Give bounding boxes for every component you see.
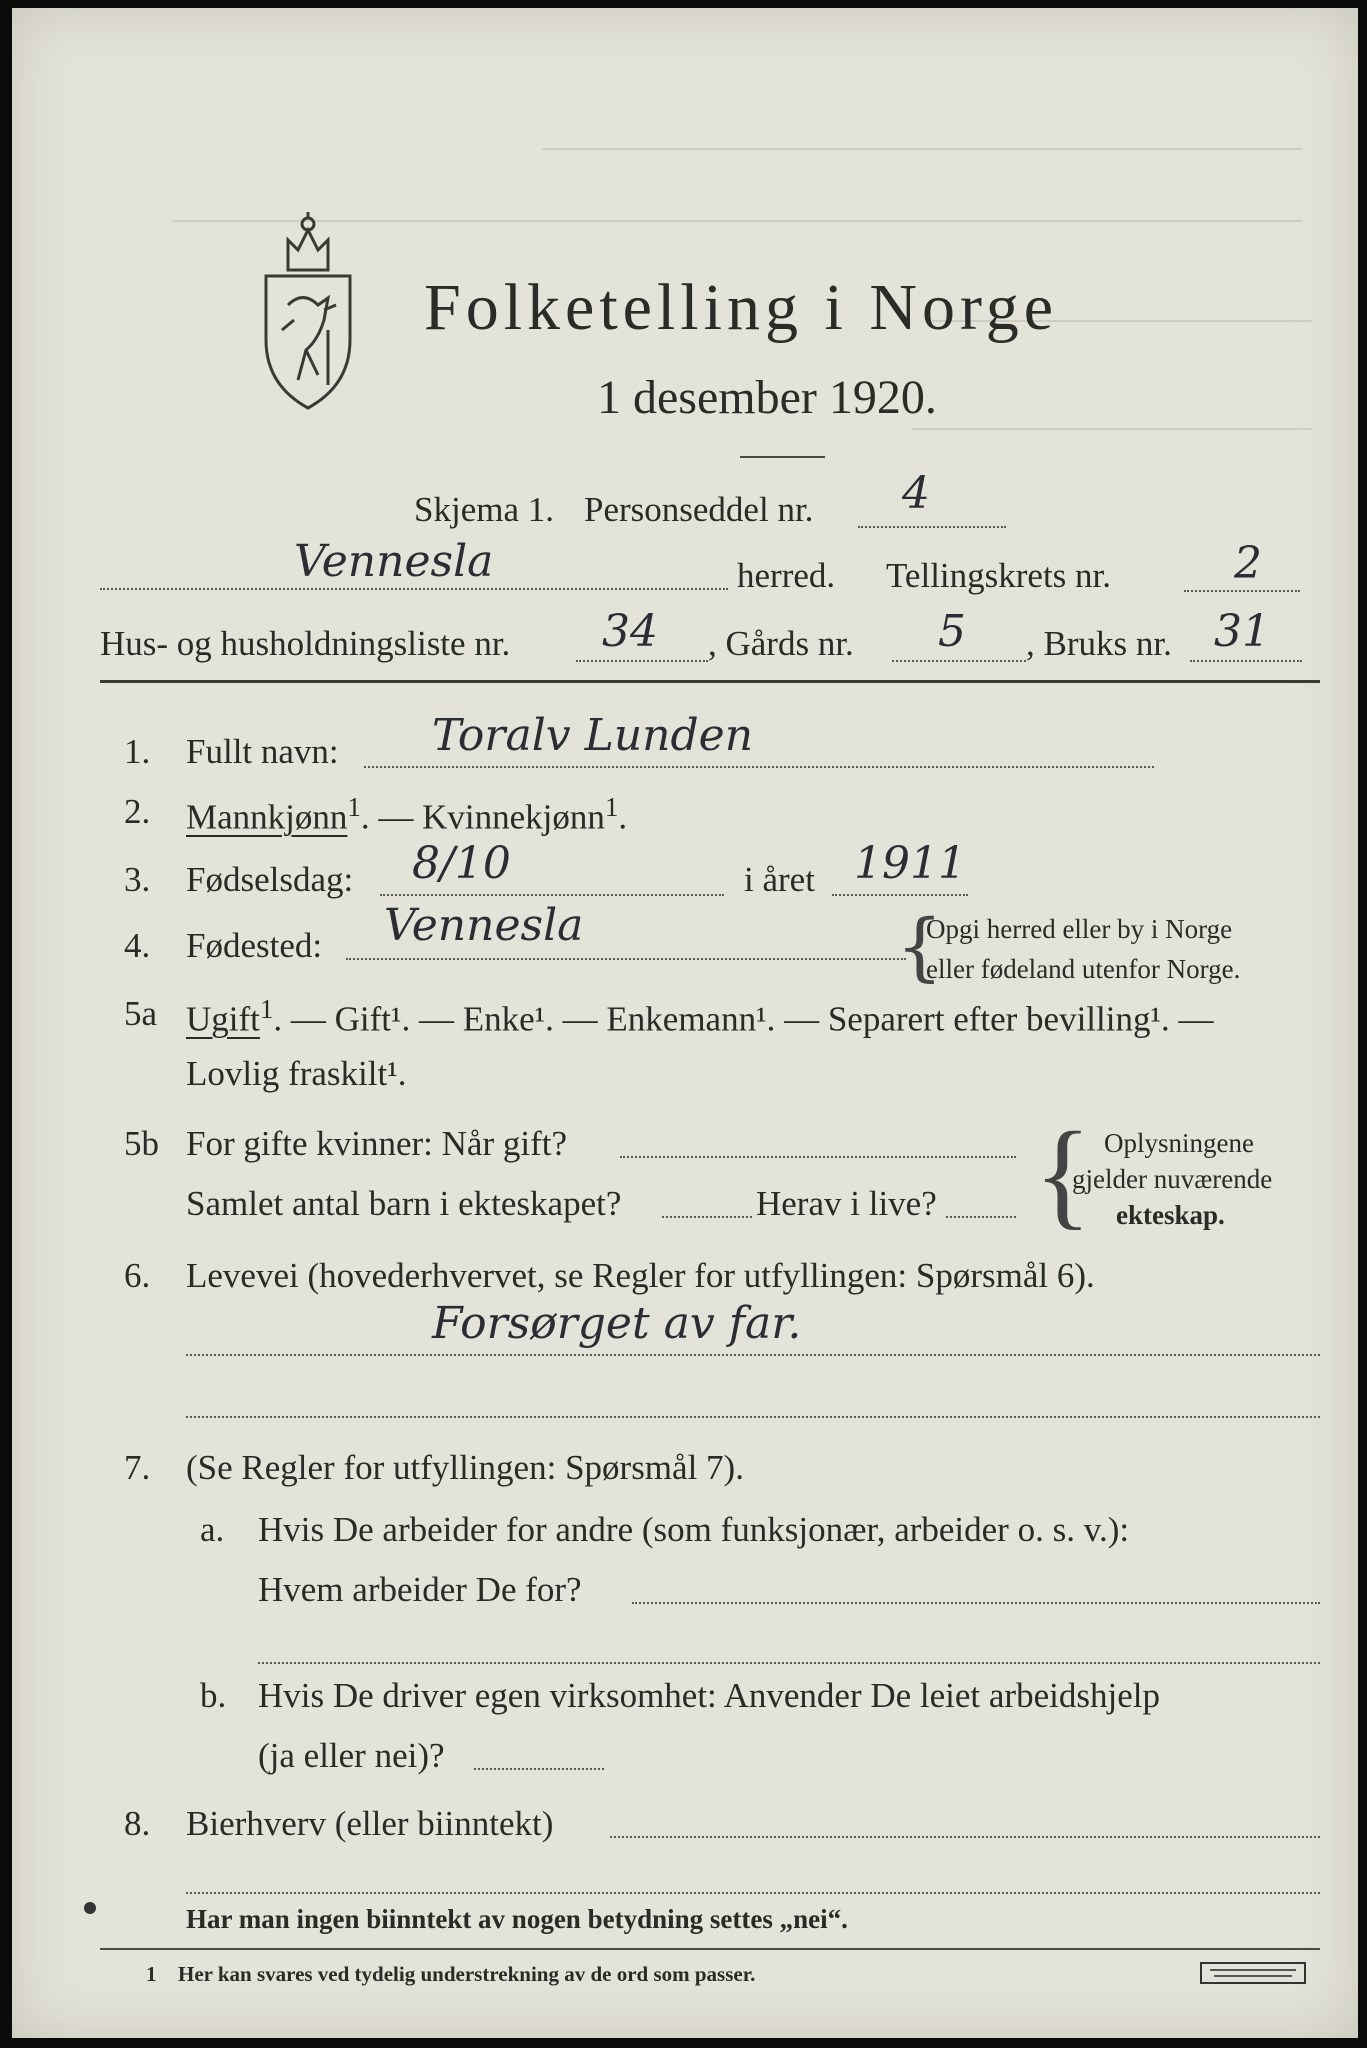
title-divider xyxy=(740,456,825,458)
form-title: Folketelling i Norge xyxy=(424,271,1059,344)
q5a-line2[interactable]: Lovlig fraskilt¹. xyxy=(186,1054,407,1093)
q3-year-value[interactable]: 1911 xyxy=(854,838,966,889)
q5b-children-dotline xyxy=(662,1216,752,1218)
bruks-dotline xyxy=(1190,660,1302,662)
q7b-label2: (ja eller nei)? xyxy=(258,1736,445,1775)
footer-note: Har man ingen biinntekt av nogen betydning settes „nei“. xyxy=(186,1904,848,1934)
q7b-dotline xyxy=(474,1768,604,1770)
q6-livelihood-value[interactable]: Forsørget av far. xyxy=(432,1298,802,1349)
q4-label: Fødested: xyxy=(186,926,323,965)
q3-birthday-value[interactable]: 8/10 xyxy=(412,838,511,889)
herred-label: herred. xyxy=(737,556,836,595)
footnote-text: Her kan svares ved tydelig understrekning av de ord som passer. xyxy=(178,1962,756,1986)
personseddel-value[interactable]: 4 xyxy=(902,468,930,519)
q8-label: Bierhverv (eller biinntekt) xyxy=(186,1804,554,1843)
q6-answer-dotline-2 xyxy=(186,1416,1320,1418)
q5a-number: 5a xyxy=(124,994,158,1033)
gards-label: , Gårds nr. xyxy=(708,624,854,663)
q1-label: Fullt navn: xyxy=(186,732,339,771)
q8-number: 8. xyxy=(124,1804,151,1843)
footnote-mark: 1 xyxy=(146,1962,157,1986)
q7a-dotline-2 xyxy=(258,1662,1320,1664)
q5b-note-line3: ekteskap. xyxy=(1116,1200,1225,1230)
q4-note-line1: Opgi herred eller by i Norge xyxy=(926,914,1233,944)
bruks-value[interactable]: 31 xyxy=(1214,606,1270,657)
q4-number: 4. xyxy=(124,926,151,965)
husholdningsliste-dotline xyxy=(576,660,708,662)
q5b-note-brace: { xyxy=(1034,1107,1092,1240)
q2-female-footnote-mark: 1 xyxy=(604,792,619,822)
herred-value[interactable]: Vennesla xyxy=(294,536,494,587)
tellingskrets-value[interactable]: 2 xyxy=(1234,538,1262,589)
q5b-note-line2: gjelder nuværende xyxy=(1072,1164,1273,1194)
q5b-married-dotline xyxy=(620,1156,1016,1158)
q5b-alive-label: Herav i live? xyxy=(756,1184,937,1223)
q3-year-label: i året xyxy=(744,860,815,899)
q2-option-male[interactable]: Mannkjønn xyxy=(186,797,348,837)
q6-label: Levevei (hovederhvervet, se Regler for utfyllingen: Spørsmål 6). xyxy=(186,1256,1095,1295)
gards-dotline xyxy=(892,660,1026,662)
q8-dotline-2 xyxy=(186,1892,1320,1894)
q7a-label2: Hvem arbeider De for? xyxy=(258,1570,582,1609)
q5a-options xyxy=(186,994,1213,1040)
q2-number: 2. xyxy=(124,792,151,831)
q6-answer-dotline-1 xyxy=(186,1354,1320,1356)
bleed-through-line xyxy=(912,428,1312,430)
q2-male-footnote-mark: 1 xyxy=(347,792,361,822)
q4-note-line2: eller fødeland utenfor Norge. xyxy=(926,954,1241,984)
skjema-label: Skjema 1. xyxy=(414,490,554,529)
gards-value[interactable]: 5 xyxy=(938,606,966,657)
tellingskrets-dotline xyxy=(1184,590,1300,592)
q7a-letter: a. xyxy=(200,1510,225,1549)
q4-birthplace-value[interactable]: Vennesla xyxy=(384,900,584,951)
husholdningsliste-value[interactable]: 34 xyxy=(602,606,658,657)
q3-label: Fødselsdag: xyxy=(186,860,354,899)
bleed-through-line xyxy=(542,148,1302,150)
q5a-option-ugift[interactable]: Ugift xyxy=(186,999,260,1039)
q3-dotline xyxy=(380,894,724,896)
norway-coat-of-arms-icon xyxy=(258,210,358,410)
header-separator xyxy=(100,680,1320,683)
form-subtitle: 1 desember 1920. xyxy=(597,371,937,424)
q3-year-dotline xyxy=(832,894,968,896)
q1-number: 1. xyxy=(124,732,151,771)
q7a-label: Hvis De arbeider for andre (som funksjonær, arbeider o. s. v.): xyxy=(258,1510,1130,1549)
q5b-children-label: Samlet antal barn i ekteskapet? xyxy=(186,1184,622,1223)
q2-option-female[interactable]: Kvinnekjønn xyxy=(422,797,605,837)
q7-number: 7. xyxy=(124,1448,151,1487)
q7a-dotline-1 xyxy=(632,1602,1320,1604)
personseddel-dotline xyxy=(858,526,1006,528)
printer-stamp-icon xyxy=(1200,1962,1306,1984)
q1-dotline xyxy=(364,766,1154,768)
q7b-letter: b. xyxy=(200,1676,227,1715)
herred-dotline xyxy=(100,588,728,590)
q1-full-name-value[interactable]: Toralv Lunden xyxy=(432,710,754,761)
q4-dotline xyxy=(346,958,906,960)
tellingskrets-label: Tellingskrets nr. xyxy=(886,556,1112,595)
q7-label: (Se Regler for utfyllingen: Spørsmål 7). xyxy=(186,1448,744,1487)
q6-number: 6. xyxy=(124,1256,151,1295)
ink-spot xyxy=(84,1902,96,1914)
bruks-label: , Bruks nr. xyxy=(1026,624,1172,663)
q5b-married-label: For gifte kvinner: Når gift? xyxy=(186,1124,568,1163)
q5a-other-options[interactable]: . — Gift¹. — Enke¹. — Enkemann¹. — Separert efter bevilling¹. — xyxy=(273,999,1214,1039)
q4-note-brace: { xyxy=(896,904,944,990)
q5b-number: 5b xyxy=(124,1124,159,1163)
husholdningsliste-label: Hus- og husholdningsliste nr. xyxy=(100,624,511,663)
q2-separator: . — xyxy=(360,797,423,837)
q2-end: . xyxy=(618,797,628,837)
q5b-note-line1: Oplysningene xyxy=(1104,1128,1254,1158)
q3-number: 3. xyxy=(124,860,151,899)
q5b-alive-dotline xyxy=(946,1216,1016,1218)
q8-dotline-1 xyxy=(610,1836,1320,1838)
q5a-ugift-footnote-mark: 1 xyxy=(259,994,274,1024)
census-form-page xyxy=(12,8,1358,2038)
q7b-label: Hvis De driver egen virksomhet: Anvender De leiet arbeidshjelp xyxy=(258,1676,1160,1715)
q2-options xyxy=(186,792,627,838)
footnote-separator xyxy=(100,1948,1320,1950)
personseddel-label: Personseddel nr. xyxy=(584,490,814,529)
